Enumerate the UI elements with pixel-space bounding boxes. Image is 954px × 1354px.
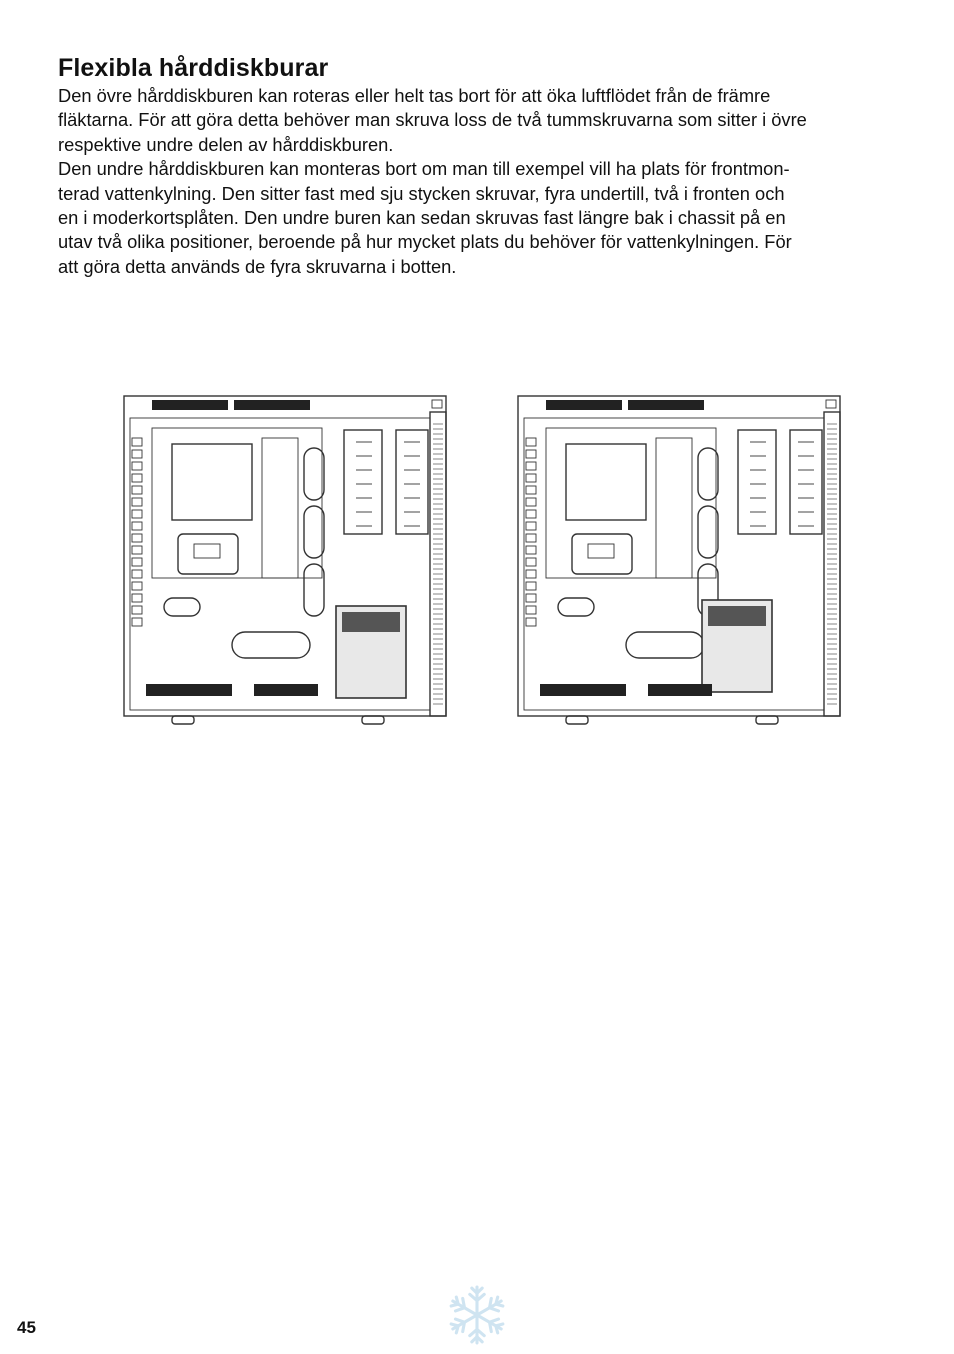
- expansion-slot: [526, 594, 536, 602]
- top-vent: [628, 400, 704, 410]
- expansion-slot: [526, 510, 536, 518]
- oval-cutout: [164, 598, 200, 616]
- expansion-slot: [526, 570, 536, 578]
- expansion-slot: [132, 510, 142, 518]
- cpu-cutout: [172, 444, 252, 520]
- case-line-drawing: [506, 388, 856, 730]
- chassis-inner: [524, 418, 824, 710]
- paragraph-1-line-3: respektive undre delen av hårddiskburen.: [58, 133, 394, 155]
- lower-cage-top: [342, 612, 400, 632]
- bottom-vent: [254, 684, 318, 696]
- paragraph-1-line-2: fläktarna. För att göra detta behöver man skruva loss de två tummskruvarna som sitter i övre: [58, 109, 807, 131]
- psu-vent: [540, 684, 626, 696]
- expansion-slot: [132, 618, 142, 626]
- upper-drive-cage: [344, 430, 382, 534]
- expansion-slot: [526, 606, 536, 614]
- expansion-slot: [526, 486, 536, 494]
- expansion-slot: [132, 582, 142, 590]
- cable-grommet: [304, 564, 324, 616]
- paragraph-1-line-1: Den övre hårddiskburen kan roteras eller helt tas bort för att öka luftflödet från de främre: [58, 85, 771, 106]
- cable-area: [262, 438, 298, 578]
- expansion-slot: [132, 534, 142, 542]
- mb-cutout-inner: [194, 544, 220, 558]
- expansion-slot: [526, 534, 536, 542]
- case-line-drawing: [112, 388, 462, 730]
- cable-grommet: [698, 506, 718, 558]
- top-vent: [152, 400, 228, 410]
- lower-cage-top: [708, 606, 766, 626]
- expansion-slot: [526, 462, 536, 470]
- page-number: 45: [17, 1318, 36, 1337]
- expansion-slot: [132, 438, 142, 446]
- io-buttons: [432, 400, 442, 408]
- expansion-slot: [132, 594, 142, 602]
- top-vent: [546, 400, 622, 410]
- bottom-grommet: [232, 632, 310, 658]
- expansion-slot: [132, 486, 142, 494]
- expansion-slot: [526, 582, 536, 590]
- io-buttons: [826, 400, 836, 408]
- case-foot: [566, 716, 588, 724]
- page-title: Flexibla hårddiskburar: [58, 54, 329, 82]
- body-text: [58, 84, 908, 279]
- paragraph-2-line-5: att göra detta används de fyra skruvarna i botten.: [58, 255, 457, 277]
- cpu-cutout: [566, 444, 646, 520]
- case-foot: [756, 716, 778, 724]
- oval-cutout: [558, 598, 594, 616]
- mb-cutout: [178, 534, 238, 574]
- expansion-slot: [132, 498, 142, 506]
- expansion-slot: [132, 558, 142, 566]
- paragraph-2-line-3: en i moderkortsplåten. Den undre buren kan sedan skruvas fast längre bak i chassit på en: [58, 207, 786, 229]
- mb-cutout: [572, 534, 632, 574]
- expansion-slot: [132, 546, 142, 554]
- expansion-slot: [132, 570, 142, 578]
- paragraph-2-line-1: Den undre hårddiskburen kan monteras bort om man till exempel vill ha plats för frontmon-: [58, 158, 790, 180]
- case-illustration-right: [506, 388, 856, 730]
- mb-cutout-inner: [588, 544, 614, 558]
- upper-drive-cage: [738, 430, 776, 534]
- snowflake-icon: [446, 1284, 508, 1346]
- cable-grommet: [304, 448, 324, 500]
- expansion-slot: [132, 462, 142, 470]
- expansion-slot: [526, 558, 536, 566]
- expansion-slot: [526, 522, 536, 530]
- case-foot: [172, 716, 194, 724]
- psu-vent: [146, 684, 232, 696]
- bottom-grommet: [626, 632, 704, 658]
- cable-area: [656, 438, 692, 578]
- expansion-slot: [526, 438, 536, 446]
- expansion-slot: [132, 450, 142, 458]
- paragraph-2-line-4: utav två olika positioner, beroende på hur mycket plats du behöver för vattenkylningen. För: [58, 231, 792, 253]
- expansion-slot: [526, 450, 536, 458]
- upper-drive-cage: [396, 430, 428, 534]
- top-vent: [234, 400, 310, 410]
- expansion-slot: [526, 618, 536, 626]
- upper-drive-cage: [790, 430, 822, 534]
- expansion-slot: [132, 522, 142, 530]
- paragraph-2-line-2: terad vattenkylning. Den sitter fast med sju stycken skruvar, fyra undertill, två i fronten och: [58, 182, 785, 204]
- case-foot: [362, 716, 384, 724]
- bottom-vent: [648, 684, 712, 696]
- expansion-slot: [132, 606, 142, 614]
- expansion-slot: [132, 474, 142, 482]
- expansion-slot: [526, 474, 536, 482]
- expansion-slot: [526, 498, 536, 506]
- case-illustration-left: [112, 388, 462, 730]
- cable-grommet: [698, 448, 718, 500]
- expansion-slot: [526, 546, 536, 554]
- cable-grommet: [304, 506, 324, 558]
